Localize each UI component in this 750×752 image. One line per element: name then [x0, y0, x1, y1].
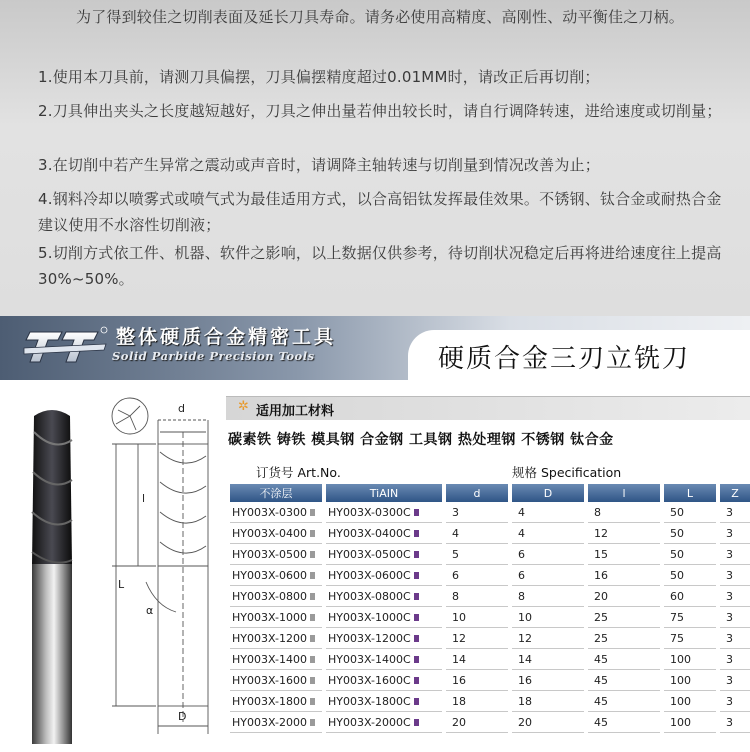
cell-L [664, 628, 716, 649]
cell-value: HY003X-1200C [328, 631, 411, 645]
cell-d [446, 691, 508, 712]
cell-L [664, 649, 716, 670]
cell-z [720, 523, 750, 544]
cell-D [512, 502, 584, 523]
coated-marker-icon [414, 635, 419, 642]
cell-D [512, 691, 584, 712]
cell-value: HY003X-1000 [232, 610, 307, 624]
coated-marker-icon [414, 656, 419, 663]
coated-marker-icon [414, 614, 419, 621]
cell-uncoated [230, 607, 322, 628]
cell-value: 20 [594, 589, 608, 603]
cell-value: HY003X-2000 [232, 715, 307, 729]
coated-marker-icon [414, 509, 419, 516]
cell-d [446, 649, 508, 670]
col-d: d [446, 484, 508, 502]
col-D: D [512, 484, 584, 502]
cell-value: 3 [726, 673, 733, 687]
cell-d [446, 670, 508, 691]
cell-value: 25 [594, 610, 608, 624]
cell-L [664, 691, 716, 712]
usage-notes-panel [0, 0, 750, 316]
cell-value: 8 [452, 589, 459, 603]
cell-uncoated [230, 544, 322, 565]
cell-tialn [326, 691, 442, 712]
cell-d [446, 565, 508, 586]
cell-tialn [326, 523, 442, 544]
cell-value: HY003X-0400 [232, 526, 307, 540]
cell-value: 8 [594, 505, 601, 519]
table-row [230, 565, 750, 586]
cell-z [720, 586, 750, 607]
uncoated-marker-icon [310, 698, 315, 705]
cell-value: HY003X-1400 [232, 652, 307, 666]
technical-drawing [96, 392, 220, 744]
cell-value: 15 [594, 547, 608, 561]
cell-tialn [326, 586, 442, 607]
specification-table [226, 484, 750, 733]
table-row [230, 670, 750, 691]
cell-value: 45 [594, 694, 608, 708]
cell-L [664, 544, 716, 565]
cell-value: HY003X-0800 [232, 589, 307, 603]
cell-value: HY003X-2000C [328, 715, 411, 729]
cell-value: 18 [452, 694, 466, 708]
cell-value: 25 [594, 631, 608, 645]
cell-L [664, 565, 716, 586]
table-row [230, 607, 750, 628]
cell-D [512, 670, 584, 691]
brand-name-english: Solid Parbide Precision Tools [112, 349, 315, 363]
cell-z [720, 712, 750, 733]
cell-value: 6 [452, 568, 459, 582]
cell-value: HY003X-0300 [232, 505, 307, 519]
cell-z [720, 670, 750, 691]
coated-marker-icon [414, 677, 419, 684]
product-title: 硬质合金三刃立铣刀 [438, 344, 691, 374]
cell-tialn [326, 628, 442, 649]
dim-L-label: L [118, 578, 125, 591]
cell-uncoated [230, 628, 322, 649]
cell-z [720, 565, 750, 586]
cell-value: 16 [518, 673, 532, 687]
materials-header: 适用加工材料 [256, 404, 335, 419]
cell-tialn [326, 649, 442, 670]
uncoated-marker-icon [310, 551, 315, 558]
cell-value: 4 [518, 526, 525, 540]
table-header-row [230, 484, 750, 502]
cell-D [512, 586, 584, 607]
cell-z [720, 628, 750, 649]
cell-value: HY003X-0300C [328, 505, 411, 519]
cell-value: 4 [518, 505, 525, 519]
cell-D [512, 544, 584, 565]
star-icon: ✲ [238, 399, 249, 414]
cell-value: 8 [518, 589, 525, 603]
uncoated-marker-icon [310, 635, 315, 642]
cell-z [720, 691, 750, 712]
note-item-4: 4.钢料冷却以喷雾式或喷气式为最佳适用方式，以合高铝钛发挥最佳效果。不锈钢、钛合金或耐热合金建议使用不水溶性切削液； [38, 190, 722, 234]
cell-tialn [326, 670, 442, 691]
cell-d [446, 544, 508, 565]
cell-uncoated [230, 523, 322, 544]
cell-value: 3 [726, 505, 733, 519]
cell-value: 3 [726, 715, 733, 729]
company-logo-icon [22, 322, 110, 370]
table-row [230, 502, 750, 523]
art-no-label: 订货号 Art.No. [256, 465, 341, 480]
cell-value: 12 [594, 526, 608, 540]
coated-marker-icon [414, 698, 419, 705]
cell-l [588, 628, 660, 649]
col-l: l [588, 484, 660, 502]
cell-value: 45 [594, 652, 608, 666]
col-z: Z [720, 484, 750, 502]
materials-list: 碳素铁 铸铁 模具钢 合金钢 工具钢 热处理钢 不锈钢 钛合金 [228, 432, 614, 448]
uncoated-marker-icon [310, 677, 315, 684]
cell-value: 5 [452, 547, 459, 561]
cell-value: 50 [670, 568, 684, 582]
notes-intro: 为了得到较佳之切削表面及延长刀具寿命。请务必使用高精度、高刚性、动平衡佳之刀柄。 [76, 8, 685, 26]
cell-value: HY003X-1200 [232, 631, 307, 645]
dim-l-label: l [142, 492, 146, 505]
table-row [230, 586, 750, 607]
cell-value: 3 [726, 631, 733, 645]
cell-value: 14 [518, 652, 532, 666]
cell-value: 100 [670, 652, 691, 666]
cell-value: 12 [518, 631, 532, 645]
cell-uncoated [230, 502, 322, 523]
cell-l [588, 712, 660, 733]
cell-value: 4 [452, 526, 459, 540]
cell-l [588, 523, 660, 544]
cell-value: 75 [670, 631, 684, 645]
uncoated-marker-icon [310, 530, 315, 537]
end-mill-photo [20, 392, 84, 744]
cell-D [512, 628, 584, 649]
cell-value: 3 [726, 526, 733, 540]
cell-D [512, 649, 584, 670]
cell-value: HY003X-0600 [232, 568, 307, 582]
uncoated-marker-icon [310, 509, 315, 516]
cell-value: 16 [452, 673, 466, 687]
cell-value: 45 [594, 715, 608, 729]
cell-l [588, 544, 660, 565]
cell-l [588, 607, 660, 628]
cell-value: 20 [452, 715, 466, 729]
cell-value: HY003X-1800C [328, 694, 411, 708]
cell-value: HY003X-1000C [328, 610, 411, 624]
cell-value: 3 [726, 547, 733, 561]
uncoated-marker-icon [310, 572, 315, 579]
note-item-3: 3.在切削中若产生异常之震动或声音时，请调降主轴转速与切削量到情况改善为止； [38, 156, 600, 174]
note-item-2: 2.刀具伸出夹头之长度越短越好，刀具之伸出量若伸出较长时，请自行调降转速，进给速度或切削量； [38, 102, 722, 120]
cell-value: 16 [594, 568, 608, 582]
table-row [230, 691, 750, 712]
coated-marker-icon [414, 719, 419, 726]
cell-z [720, 502, 750, 523]
cell-tialn [326, 544, 442, 565]
cell-L [664, 523, 716, 544]
cell-value: 100 [670, 715, 691, 729]
cell-D [512, 607, 584, 628]
table-row [230, 628, 750, 649]
col-uncoated: 不涂层 [230, 484, 322, 502]
cell-value: 3 [726, 568, 733, 582]
cell-uncoated [230, 586, 322, 607]
cell-value: HY003X-1800 [232, 694, 307, 708]
cell-value: 6 [518, 547, 525, 561]
cell-L [664, 502, 716, 523]
cell-D [512, 523, 584, 544]
cell-value: 50 [670, 505, 684, 519]
coated-marker-icon [414, 551, 419, 558]
cell-z [720, 544, 750, 565]
cell-value: HY003X-0500 [232, 547, 307, 561]
cell-L [664, 670, 716, 691]
cell-D [512, 712, 584, 733]
cell-value: 50 [670, 547, 684, 561]
cell-tialn [326, 607, 442, 628]
cell-value: 12 [452, 631, 466, 645]
dim-D-label: D [178, 710, 187, 723]
cell-value: 60 [670, 589, 684, 603]
table-row [230, 649, 750, 670]
uncoated-marker-icon [310, 593, 315, 600]
cell-value: HY003X-1600C [328, 673, 411, 687]
cell-tialn [326, 565, 442, 586]
cell-L [664, 607, 716, 628]
col-L: L [664, 484, 716, 502]
cell-value: 3 [452, 505, 459, 519]
cell-uncoated [230, 691, 322, 712]
specification-label: 规格 Specification [512, 465, 622, 480]
cell-d [446, 502, 508, 523]
cell-d [446, 586, 508, 607]
note-item-5: 5.切削方式依工件、机器、软件之影响，以上数据仅供参考，待切削状况稳定后再将进给速度往上提高30%~50%。 [38, 244, 722, 288]
cell-l [588, 670, 660, 691]
dim-alpha-label: α [146, 604, 154, 617]
cell-z [720, 649, 750, 670]
cell-value: 3 [726, 694, 733, 708]
cell-value: HY003X-1400C [328, 652, 411, 666]
cell-value: 10 [518, 610, 532, 624]
cell-uncoated [230, 565, 322, 586]
brand-name-chinese: 整体硬质合金精密工具 [116, 326, 337, 348]
cell-l [588, 649, 660, 670]
table-row [230, 523, 750, 544]
cell-value: HY003X-0800C [328, 589, 411, 603]
note-item-1: 1.使用本刀具前，请测刀具偏摆，刀具偏摆精度超过0.01MM时，请改正后再切削； [38, 68, 600, 86]
uncoated-marker-icon [310, 656, 315, 663]
cell-value: 3 [726, 610, 733, 624]
cell-d [446, 523, 508, 544]
cell-uncoated [230, 670, 322, 691]
cell-uncoated [230, 712, 322, 733]
uncoated-marker-icon [310, 614, 315, 621]
cell-d [446, 712, 508, 733]
cell-value: HY003X-1600 [232, 673, 307, 687]
coated-marker-icon [414, 530, 419, 537]
cell-value: 3 [726, 652, 733, 666]
cell-L [664, 586, 716, 607]
cell-value: 14 [452, 652, 466, 666]
cell-l [588, 691, 660, 712]
cell-D [512, 565, 584, 586]
cell-l [588, 502, 660, 523]
cell-d [446, 628, 508, 649]
cell-tialn [326, 712, 442, 733]
uncoated-marker-icon [310, 719, 315, 726]
cell-value: 6 [518, 568, 525, 582]
col-tialn: TiAIN [326, 484, 442, 502]
cell-value: 20 [518, 715, 532, 729]
cell-L [664, 712, 716, 733]
coated-marker-icon [414, 572, 419, 579]
cell-d [446, 607, 508, 628]
cell-l [588, 586, 660, 607]
cell-uncoated [230, 649, 322, 670]
cell-value: 45 [594, 673, 608, 687]
table-row [230, 712, 750, 733]
table-row [230, 544, 750, 565]
cell-value: 100 [670, 673, 691, 687]
coated-marker-icon [414, 593, 419, 600]
cell-value: HY003X-0500C [328, 547, 411, 561]
cell-value: 10 [452, 610, 466, 624]
cell-tialn [326, 502, 442, 523]
cell-value: HY003X-0400C [328, 526, 411, 540]
cell-value: 3 [726, 589, 733, 603]
cell-value: 50 [670, 526, 684, 540]
cell-value: 100 [670, 694, 691, 708]
cell-value: HY003X-0600C [328, 568, 411, 582]
cell-l [588, 565, 660, 586]
cell-value: 75 [670, 610, 684, 624]
dim-d-label: d [178, 402, 185, 415]
cell-value: 18 [518, 694, 532, 708]
cell-z [720, 607, 750, 628]
